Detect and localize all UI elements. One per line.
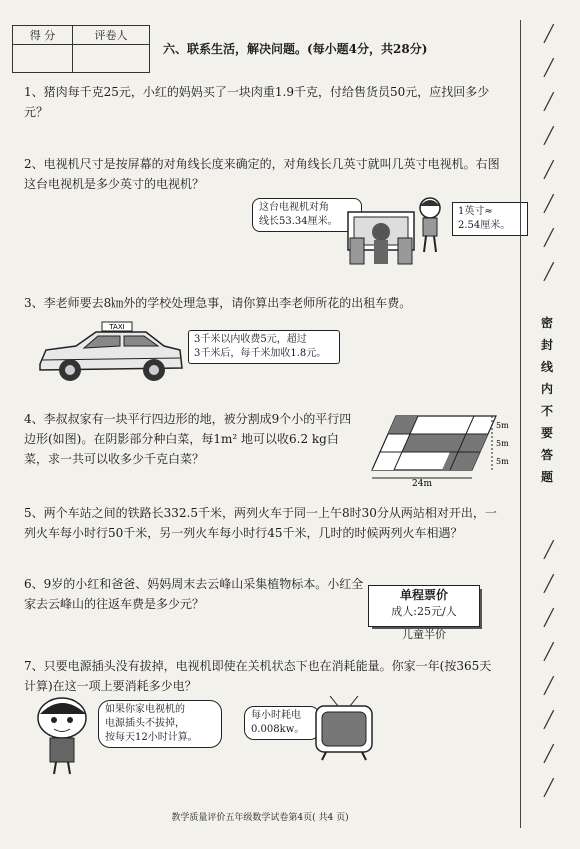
binding-char: 线 xyxy=(540,360,553,374)
side-label-3: 5m xyxy=(496,457,509,466)
tv-illustration xyxy=(346,198,416,268)
slash-mark: ╱ xyxy=(544,228,554,247)
slash-mark: ╱ xyxy=(544,676,554,695)
old-tv-illustration xyxy=(312,696,378,762)
ticket-price-box xyxy=(368,585,480,627)
question-3: 3、李老师要去8㎞外的学校处理急事，请你算出李老师所花的出租车费。 xyxy=(24,296,412,310)
ticket-child: 儿童半价 xyxy=(402,628,446,641)
power-usage-bubble xyxy=(244,706,320,740)
question-2: 2、电视机尺寸是按屏幕的对角线长度来确定的，对角线长几英寸就叫几英寸电视机。右图这台电视机是多少英寸的电视机？ xyxy=(24,157,500,191)
binding-char: 密 xyxy=(540,316,553,330)
binding-char: 内 xyxy=(540,382,553,396)
question-4: 4、李叔叔家有一块平行四边形的地，被分割成9个小的平行四边形(如图)。在阴影部分种白菜，每1m² 地可以收6.2 kg白菜，求一共可以收多少千克白菜？ xyxy=(24,412,352,466)
slash-mark: ╱ xyxy=(544,24,554,43)
slash-mark: ╱ xyxy=(544,710,554,729)
taxi-note-line1: 3千米以内收费5元，超过 xyxy=(194,334,307,345)
boy-illustration xyxy=(32,696,94,776)
taxi-sign-text: TAXI xyxy=(109,323,125,331)
binding-char: 封 xyxy=(540,338,553,352)
score-cell[interactable] xyxy=(13,45,73,73)
slash-mark: ╱ xyxy=(544,92,554,111)
grader-label: 评卷人 xyxy=(73,26,150,45)
score-table xyxy=(12,25,150,73)
binding-char: 题 xyxy=(540,470,553,484)
slash-mark: ╱ xyxy=(544,160,554,179)
section-title: 六、联系生活，解决问题。(每小题4分，共28分) xyxy=(163,42,428,56)
boy-bubble-line3: 按每天12小时计算。 xyxy=(105,732,198,743)
power-bubble-line2: 0.008kw。 xyxy=(251,724,305,735)
slash-mark: ╱ xyxy=(544,540,554,559)
slash-mark: ╱ xyxy=(544,194,554,213)
side-label-1: 5m xyxy=(496,421,509,430)
slash-mark: ╱ xyxy=(544,642,554,661)
power-bubble-line1: 每小时耗电 xyxy=(251,710,301,721)
question-1: 1、猪肉每千克25元，小红的妈妈买了一块肉重1.9千克，付给售货员50元，应找回多少元？ xyxy=(24,85,490,119)
binding-char: 答 xyxy=(540,448,553,462)
inch-note-line2: 2.54厘米。 xyxy=(458,220,511,231)
page-footer: 教学质量评价五年级数学试卷第4页( 共4 页) xyxy=(171,813,349,823)
question-5: 5、两个车站之间的铁路长332.5千米，两列火车于同一上午8时30分从两站相对开出，一列火车每小时行50千米，另一列火车每小时行45千米，几时的时候两列火车相遇？ xyxy=(24,506,497,540)
boy-bubble-line1: 如果你家电视机的 xyxy=(105,704,185,715)
binding-char: 不 xyxy=(540,404,553,418)
question-6: 6、9岁的小红和爸爸、妈妈周末去云峰山采集植物标本。小红全家去云峰山的往返车费是多少元？ xyxy=(24,577,364,611)
side-label-2: 5m xyxy=(496,439,509,448)
tv-bubble-line2: 线长53.34厘米。 xyxy=(259,216,338,227)
tv-bubble-line1: 这台电视机对角 xyxy=(259,202,329,213)
slash-mark: ╱ xyxy=(544,58,554,77)
binding-line xyxy=(520,20,521,828)
parallelogram-diagram xyxy=(368,410,518,490)
slash-mark: ╱ xyxy=(544,262,554,281)
taxi-note-line2: 3千米后，每千米加收1.8元。 xyxy=(194,348,327,359)
boy-bubble-line2: 电源插头不拔掉， xyxy=(105,718,185,729)
taxi-illustration xyxy=(36,318,186,390)
slash-mark: ╱ xyxy=(544,608,554,627)
base-label: 24m xyxy=(412,479,432,489)
question-7: 7、只要电源插头没有拔掉，电视机即使在关机状态下也在消耗能量。你家一年(按365天计算)在这一项上要消耗多少电？ xyxy=(24,659,492,693)
binding-instruction xyxy=(538,312,556,488)
grader-cell[interactable] xyxy=(73,45,150,73)
ticket-adult: 成人:25元/人 xyxy=(391,605,457,618)
slash-mark: ╱ xyxy=(544,744,554,763)
slash-mark: ╱ xyxy=(544,126,554,145)
boy-speech-bubble xyxy=(98,700,222,748)
inch-note-line1: 1英寸≈ xyxy=(458,206,493,217)
slash-mark: ╱ xyxy=(544,574,554,593)
girl-illustration xyxy=(412,196,448,254)
inch-conversion-note xyxy=(452,202,528,236)
taxi-fare-note xyxy=(188,330,340,364)
slash-mark: ╱ xyxy=(544,778,554,797)
score-label: 得 分 xyxy=(13,26,73,45)
ticket-title: 单程票价 xyxy=(399,588,448,602)
binding-char: 要 xyxy=(540,426,553,440)
